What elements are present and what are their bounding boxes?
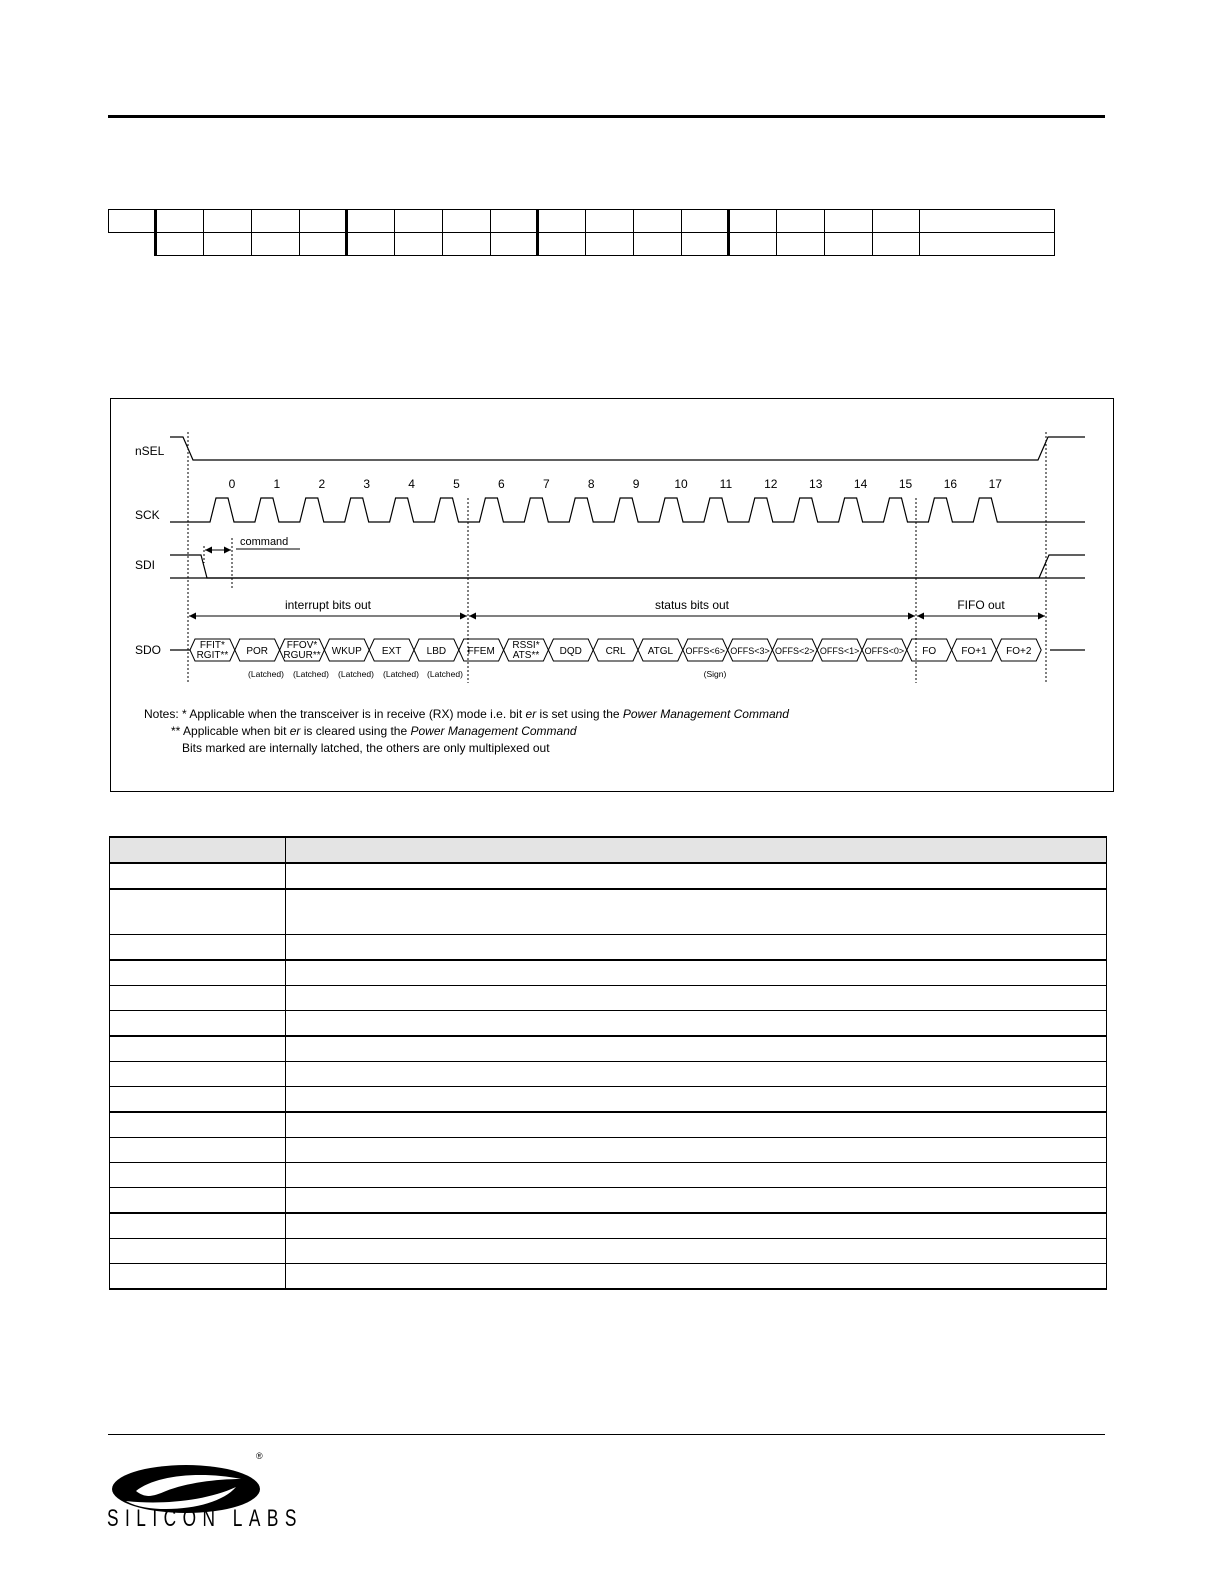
table-cell xyxy=(286,1264,1107,1290)
clock-number: 15 xyxy=(898,477,913,491)
sdo-bit-label: FFEM xyxy=(467,646,495,657)
reg-cell xyxy=(586,210,634,233)
notes-line-1-command: Power Management Command xyxy=(622,707,789,721)
reg-cell xyxy=(395,233,443,256)
table-cell xyxy=(286,889,1107,935)
table-cell xyxy=(286,1112,1107,1138)
sdo-bit-label: CRL xyxy=(605,646,626,657)
table-cell xyxy=(286,1011,1107,1037)
clock-number: 7 xyxy=(542,477,550,491)
header-cell xyxy=(110,837,286,863)
table-cell xyxy=(286,1239,1107,1264)
clock-number: 8 xyxy=(587,477,595,491)
status-section-label: status bits out xyxy=(654,598,730,612)
sdo-bit-cells xyxy=(190,639,1041,661)
reg-cell xyxy=(729,233,777,256)
notes-line-2-er: er xyxy=(289,724,301,738)
reg-cell xyxy=(873,210,920,233)
clock-numbers xyxy=(229,477,1003,491)
sck-label: SCK xyxy=(135,508,160,522)
sdo-bit-label: LBD xyxy=(426,646,447,657)
clock-number: 3 xyxy=(363,477,371,491)
sdo-bit-label: FFIT* xyxy=(199,640,225,651)
sdo-bit-label: OFFS<3> xyxy=(730,646,770,656)
table-cell xyxy=(110,935,286,961)
reg-cell xyxy=(777,210,825,233)
reg-cell xyxy=(204,233,252,256)
latched-label-ffov: (Latched) xyxy=(293,669,329,679)
reg-cell xyxy=(347,233,395,256)
registered-mark: ® xyxy=(256,1451,263,1461)
reg-cell xyxy=(347,210,395,233)
reg-cell xyxy=(156,233,204,256)
clock-number: 0 xyxy=(228,477,236,491)
reg-cell xyxy=(443,233,491,256)
reg-cell xyxy=(395,210,443,233)
sdo-bit-label: RGIT** xyxy=(196,650,229,661)
sdo-bit-label: ATGL xyxy=(647,646,674,657)
table-cell xyxy=(110,889,286,935)
sdi-label: SDI xyxy=(135,558,156,572)
reg-cell xyxy=(634,233,682,256)
table-cell xyxy=(110,986,286,1011)
reg-cell xyxy=(443,210,491,233)
reg-cell xyxy=(300,210,347,233)
clock-number: 13 xyxy=(809,477,823,491)
reg-cell xyxy=(825,210,873,233)
sdo-bit-label: FFOV* xyxy=(286,640,318,651)
sdo-bit-label: EXT xyxy=(381,646,402,657)
nsel-label: nSEL xyxy=(135,444,165,458)
top-rule xyxy=(108,115,1105,118)
sdo-label: SDO xyxy=(135,643,162,657)
table-cell xyxy=(286,1036,1107,1062)
table-cell xyxy=(110,1264,286,1290)
table-cell xyxy=(110,1112,286,1138)
command-label: command xyxy=(240,536,289,548)
clock-number: 9 xyxy=(632,477,640,491)
logo-text: SILICON LABS xyxy=(107,1505,303,1532)
table-cell xyxy=(286,1163,1107,1188)
sdo-bit-label: DQD xyxy=(559,646,582,657)
interrupt-section-label: interrupt bits out xyxy=(284,598,372,612)
reg-cell xyxy=(729,210,777,233)
sdo-bit-label: RSSI* xyxy=(512,640,540,651)
sdo-bit-label: OFFS<2> xyxy=(775,646,815,656)
sck-waveform xyxy=(170,498,1085,522)
table-cell xyxy=(286,986,1107,1011)
notes-line-2-command: Power Management Command xyxy=(410,724,577,738)
notes-line-3: Bits marked are internally latched, the others are only multiplexed out xyxy=(182,741,550,755)
reg-cell xyxy=(634,210,682,233)
clock-number: 14 xyxy=(853,477,868,491)
table-cell xyxy=(110,960,286,986)
sdo-bit-label: ATS** xyxy=(512,650,540,661)
table-cell xyxy=(110,1188,286,1214)
table-cell xyxy=(286,1087,1107,1113)
reg-cell xyxy=(586,233,634,256)
table-cell xyxy=(110,1011,286,1037)
reg-cell xyxy=(252,210,300,233)
table-cell xyxy=(110,1138,286,1163)
table-cell xyxy=(110,1239,286,1264)
table-cell xyxy=(286,1138,1107,1163)
table-cell xyxy=(110,1213,286,1239)
table-cell xyxy=(110,1087,286,1113)
notes-line-2 xyxy=(171,724,577,738)
latched-label-ext: (Latched) xyxy=(383,669,419,679)
reg-cell xyxy=(491,233,538,256)
notes-line-1-er: er xyxy=(525,707,537,721)
table-cell xyxy=(286,1213,1107,1239)
clock-number: 1 xyxy=(273,477,281,491)
reg-cell xyxy=(204,210,252,233)
clock-number: 10 xyxy=(674,477,688,491)
table-cell xyxy=(286,1062,1107,1087)
reg-cell xyxy=(777,233,825,256)
reg-cell xyxy=(156,210,204,233)
reg-cell-blank xyxy=(109,233,156,256)
table-cell xyxy=(110,1163,286,1188)
latched-label-por: (Latched) xyxy=(248,669,284,679)
table-cell xyxy=(286,863,1107,889)
sdo-bit-label: FO+1 xyxy=(961,646,987,657)
table-cell xyxy=(110,1036,286,1062)
notes-line-1-mid: is set using the xyxy=(536,707,623,721)
sdo-bit-label: OFFS<1> xyxy=(819,646,860,656)
notes-line-2-prefix: ** Applicable when bit xyxy=(171,724,290,738)
timing-diagram xyxy=(110,398,1114,792)
clock-number: 2 xyxy=(318,477,326,491)
sdo-bit-label: POR xyxy=(246,646,269,657)
sign-label: (Sign) xyxy=(703,669,727,679)
clock-number: 12 xyxy=(764,477,778,491)
sdo-bit-label: OFFS<6> xyxy=(685,646,725,656)
clock-number: 4 xyxy=(408,477,415,491)
reg-cell xyxy=(825,233,873,256)
header-cell xyxy=(286,837,1107,863)
clock-number: 6 xyxy=(498,477,505,491)
sdo-bit-label: OFFS<0> xyxy=(864,646,905,656)
footer-rule xyxy=(108,1434,1105,1435)
latched-label-lbd: (Latched) xyxy=(427,669,463,679)
clock-number: 11 xyxy=(719,477,733,491)
reg-cell xyxy=(491,210,538,233)
reg-cell xyxy=(682,210,729,233)
sdo-bit-label: FO+2 xyxy=(1006,646,1032,657)
reg-cell xyxy=(538,210,586,233)
reg-cell xyxy=(920,210,1055,233)
table-cell xyxy=(110,863,286,889)
reg-cell xyxy=(920,233,1055,256)
clock-number: 5 xyxy=(453,477,460,491)
clock-number: 16 xyxy=(943,477,958,491)
notes-line-1-prefix: Notes: * Applicable when the transceiver is in receive (RX) mode i.e. bit xyxy=(144,707,526,721)
sck-pulse-train xyxy=(170,498,1085,522)
nsel-waveform xyxy=(170,437,1085,460)
notes-line-2-mid: is cleared using the xyxy=(300,724,411,738)
sdo-bit-label: FO xyxy=(922,646,937,657)
sdo-bit-label: WKUP xyxy=(331,646,362,657)
sdi-waveform xyxy=(170,555,1085,578)
table-cell xyxy=(286,960,1107,986)
status-bit-description-table xyxy=(109,836,1107,1290)
latched-label-wkup: (Latched) xyxy=(338,669,374,679)
reg-cell xyxy=(109,210,156,233)
fifo-section-label: FIFO out xyxy=(957,598,1005,612)
clock-number: 17 xyxy=(988,477,1002,491)
reg-cell xyxy=(252,233,300,256)
notes-line-1 xyxy=(144,707,789,721)
reg-cell xyxy=(300,233,347,256)
sdo-bit-label: RGUR** xyxy=(283,650,321,661)
reg-cell xyxy=(873,233,920,256)
reg-cell xyxy=(538,233,586,256)
register-bit-table xyxy=(108,209,1055,256)
reg-cell xyxy=(682,233,729,256)
table-cell xyxy=(286,1188,1107,1214)
table-cell xyxy=(110,1062,286,1087)
table-cell xyxy=(286,935,1107,961)
